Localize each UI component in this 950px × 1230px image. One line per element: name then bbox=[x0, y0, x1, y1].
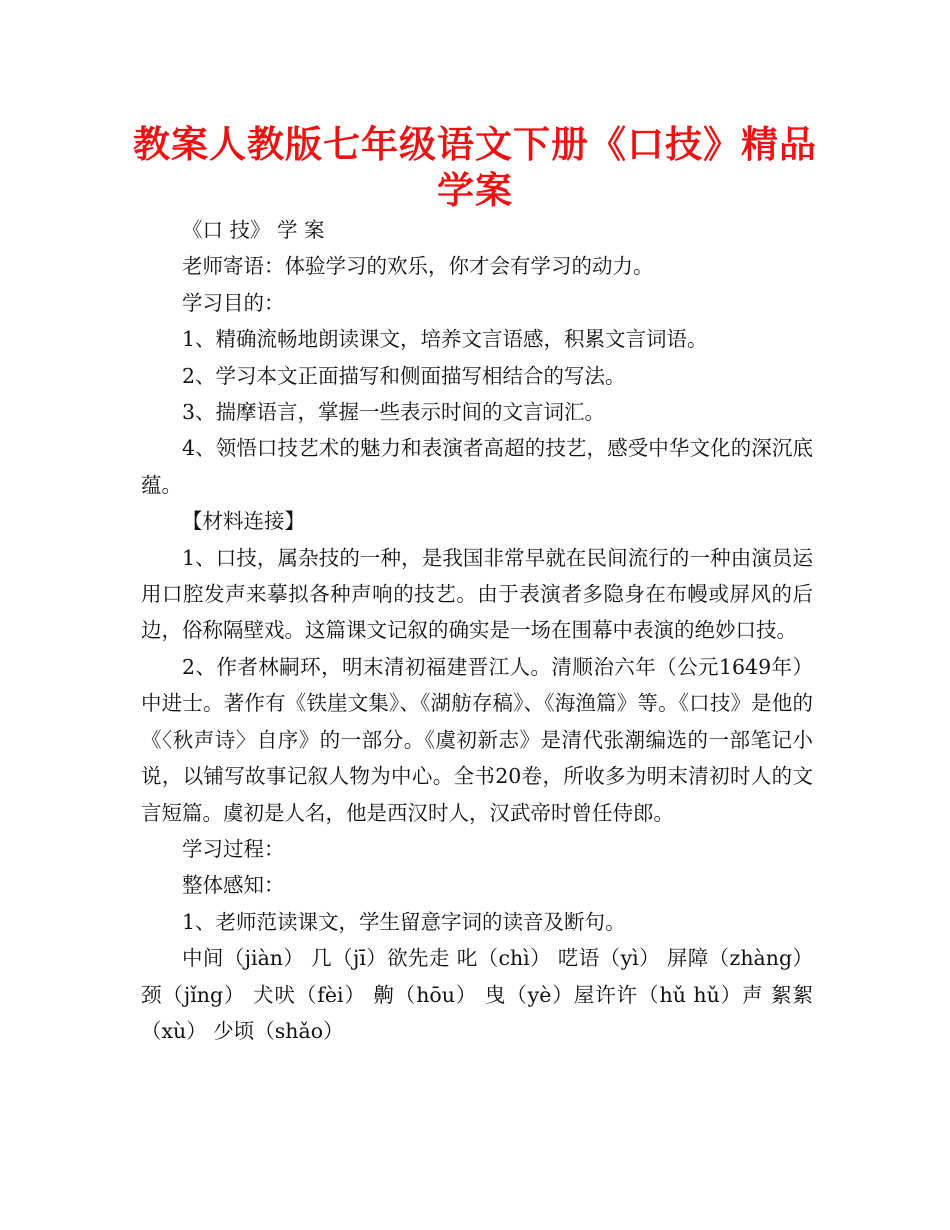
paragraph-goal-1: 1、精确流畅地朗读课文，培养文言语感，积累文言词语。 bbox=[182, 327, 708, 352]
paragraph-process-label: 学习过程： bbox=[182, 836, 285, 861]
paragraph-overall-label: 整体感知： bbox=[182, 873, 285, 898]
paragraph-heading: 《口 技》 学 案 bbox=[182, 218, 325, 242]
paragraph-goal-3: 3、揣摩语言，掌握一些表示时间的文言词汇。 bbox=[182, 400, 606, 425]
document-title: 教案人教版七年级语文下册《口技》精品学案 bbox=[133, 123, 817, 212]
paragraph-goal-2: 2、学习本文正面描写和侧面描写相结合的写法。 bbox=[182, 363, 626, 388]
paragraph-goal-4: 4、领悟口技艺术的魅力和表演者高超的技艺，感受中华文化的深沉底蕴。 bbox=[141, 436, 813, 497]
paragraph-material-1: 1、口技，属杂技的一种，是我国非常早就在民间流行的一种由演员运用口腔发声来摹拟各种声响的技艺。由于表演者多隐身在布幔或屏风的后边，俗称隔壁戏。这篇课文记叙的确实是一场在围幕中表演的绝妙口技。 bbox=[141, 545, 813, 643]
paragraph-step-1: 1、老师范读课文，学生留意字词的读音及断句。 bbox=[182, 909, 626, 934]
paragraph-material-2: 2、作者林嗣环，明末清初福建晋江人。清顺治六年（公元1649年）中进士。著作有《铁崖文集》、《湖舫存稿》、《海渔篇》等。《口技》是他的《〈秋声诗〉自序》的一部分。《虞初新志》是清代张潮编选的一部笔记小说，以铺写故事记叙人物为中心。全书20卷，所收多为明末清初时人的文言短篇。虞初是人名，他是西汉时人，汉武帝时曾任侍郎。 bbox=[141, 654, 813, 825]
document-body bbox=[141, 212, 813, 1049]
paragraph-material-label: 【材料连接】 bbox=[182, 509, 305, 534]
paragraph-goals-label: 学习目的： bbox=[182, 290, 285, 315]
paragraph-pronunciation: 中间（jiàn） 几（jī）欲先走 叱（chì） 呓语（yì） 屏障（zhàng） 颈（jǐng） 犬吠（fèi） 齁（hōu） 曳（yè）屋许许（hǔ hǔ）声 絮絮（xù） 少顷（shǎo） bbox=[141, 946, 813, 1043]
paragraph-teacher-message: 老师寄语：体验学习的欢乐，你才会有学习的动力。 bbox=[182, 254, 654, 279]
